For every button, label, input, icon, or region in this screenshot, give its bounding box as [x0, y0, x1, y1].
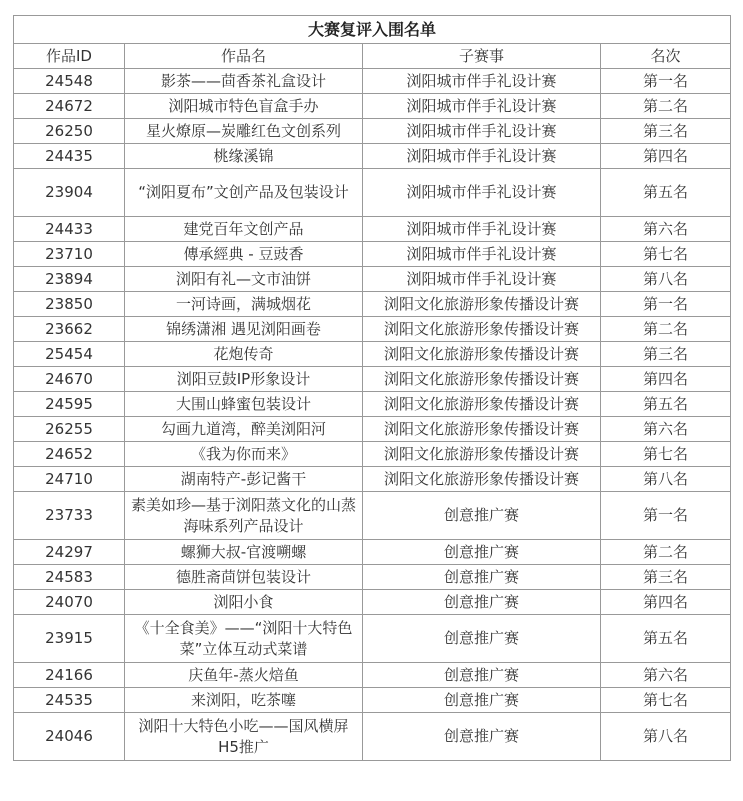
column-header-name: 作品名: [125, 44, 363, 69]
cell-name: 建党百年文创产品: [125, 217, 363, 242]
cell-rank: 第四名: [601, 590, 731, 615]
cell-event: 浏阳城市伴手礼设计赛: [363, 217, 601, 242]
cell-name: 《十全食美》——“浏阳十大特色菜”立体互动式菜谱: [125, 615, 363, 663]
table-row: [14, 317, 731, 342]
cell-event: 浏阳城市伴手礼设计赛: [363, 69, 601, 94]
cell-name: 大围山蜂蜜包装设计: [125, 392, 363, 417]
cell-event: 创意推广赛: [363, 688, 601, 713]
shortlist-table: [13, 15, 731, 761]
cell-rank: 第一名: [601, 69, 731, 94]
cell-rank: 第六名: [601, 417, 731, 442]
cell-name: 《我为你而来》: [125, 442, 363, 467]
cell-id: 24548: [14, 69, 125, 94]
cell-rank: 第八名: [601, 713, 731, 761]
cell-id: 23904: [14, 169, 125, 217]
table-row: [14, 442, 731, 467]
cell-event: 浏阳文化旅游形象传播设计赛: [363, 392, 601, 417]
cell-rank: 第一名: [601, 492, 731, 540]
table-title: 大赛复评入围名单: [14, 16, 731, 44]
cell-name: 锦绣潇湘 遇见浏阳画卷: [125, 317, 363, 342]
cell-rank: 第三名: [601, 119, 731, 144]
cell-rank: 第五名: [601, 392, 731, 417]
table-row: [14, 663, 731, 688]
cell-rank: 第七名: [601, 242, 731, 267]
table-row: [14, 467, 731, 492]
table-row: [14, 417, 731, 442]
table-row: [14, 367, 731, 392]
cell-name: 螺狮大叔-官渡嗍螺: [125, 540, 363, 565]
table-row: [14, 217, 731, 242]
cell-id: 23850: [14, 292, 125, 317]
cell-id: 26250: [14, 119, 125, 144]
cell-id: 23894: [14, 267, 125, 292]
cell-event: 浏阳文化旅游形象传播设计赛: [363, 417, 601, 442]
cell-name: “浏阳夏布”文创产品及包装设计: [125, 169, 363, 217]
table-row: [14, 342, 731, 367]
cell-event: 创意推广赛: [363, 492, 601, 540]
cell-rank: 第四名: [601, 144, 731, 169]
cell-event: 浏阳文化旅游形象传播设计赛: [363, 367, 601, 392]
table-row: [14, 713, 731, 761]
cell-name: 素美如珍—基于浏阳蒸文化的山蒸海味系列产品设计: [125, 492, 363, 540]
cell-event: 创意推广赛: [363, 615, 601, 663]
cell-name: 浏阳小食: [125, 590, 363, 615]
cell-name: 影茶——茴香茶礼盒设计: [125, 69, 363, 94]
table-row: [14, 242, 731, 267]
cell-event: 浏阳文化旅游形象传播设计赛: [363, 442, 601, 467]
cell-name: 浏阳城市特色盲盒手办: [125, 94, 363, 119]
cell-name: 桃缘溪锦: [125, 144, 363, 169]
table-row: [14, 169, 731, 217]
table-row: [14, 590, 731, 615]
cell-event: 浏阳城市伴手礼设计赛: [363, 242, 601, 267]
cell-event: 浏阳城市伴手礼设计赛: [363, 169, 601, 217]
table-row: [14, 615, 731, 663]
cell-event: 浏阳文化旅游形象传播设计赛: [363, 317, 601, 342]
cell-event: 浏阳城市伴手礼设计赛: [363, 94, 601, 119]
cell-rank: 第五名: [601, 615, 731, 663]
cell-id: 24535: [14, 688, 125, 713]
table-row: [14, 540, 731, 565]
cell-id: 24595: [14, 392, 125, 417]
cell-event: 浏阳文化旅游形象传播设计赛: [363, 342, 601, 367]
cell-name: 庆鱼年-蒸火焙鱼: [125, 663, 363, 688]
cell-name: 花炮传奇: [125, 342, 363, 367]
cell-rank: 第四名: [601, 367, 731, 392]
table-row: [14, 392, 731, 417]
cell-rank: 第六名: [601, 663, 731, 688]
table-row: [14, 94, 731, 119]
cell-rank: 第二名: [601, 94, 731, 119]
cell-event: 创意推广赛: [363, 590, 601, 615]
cell-rank: 第七名: [601, 442, 731, 467]
cell-id: 24046: [14, 713, 125, 761]
cell-rank: 第三名: [601, 565, 731, 590]
cell-event: 浏阳文化旅游形象传播设计赛: [363, 292, 601, 317]
title-row: [14, 16, 731, 44]
cell-id: 23733: [14, 492, 125, 540]
cell-event: 浏阳城市伴手礼设计赛: [363, 119, 601, 144]
cell-event: 创意推广赛: [363, 663, 601, 688]
cell-name: 湖南特产-彭记酱干: [125, 467, 363, 492]
cell-event: 创意推广赛: [363, 713, 601, 761]
cell-id: 24670: [14, 367, 125, 392]
cell-id: 24070: [14, 590, 125, 615]
cell-id: 24166: [14, 663, 125, 688]
cell-id: 24435: [14, 144, 125, 169]
cell-name: 德胜斋茴饼包装设计: [125, 565, 363, 590]
cell-rank: 第一名: [601, 292, 731, 317]
cell-event: 创意推广赛: [363, 540, 601, 565]
cell-id: 25454: [14, 342, 125, 367]
cell-rank: 第六名: [601, 217, 731, 242]
table-row: [14, 688, 731, 713]
table-row: [14, 492, 731, 540]
cell-rank: 第三名: [601, 342, 731, 367]
cell-rank: 第二名: [601, 540, 731, 565]
cell-rank: 第五名: [601, 169, 731, 217]
cell-id: 24583: [14, 565, 125, 590]
cell-event: 浏阳文化旅游形象传播设计赛: [363, 467, 601, 492]
cell-event: 浏阳城市伴手礼设计赛: [363, 267, 601, 292]
column-header-rank: 名次: [601, 44, 731, 69]
table-row: [14, 119, 731, 144]
cell-rank: 第八名: [601, 467, 731, 492]
cell-id: 24652: [14, 442, 125, 467]
cell-event: 浏阳城市伴手礼设计赛: [363, 144, 601, 169]
table-row: [14, 267, 731, 292]
cell-name: 傳承經典 - 豆豉香: [125, 242, 363, 267]
cell-id: 26255: [14, 417, 125, 442]
cell-id: 23662: [14, 317, 125, 342]
table-row: [14, 292, 731, 317]
cell-name: 星火燎原—炭雕红色文创系列: [125, 119, 363, 144]
table-row: [14, 144, 731, 169]
cell-name: 浏阳有礼—文市油饼: [125, 267, 363, 292]
cell-name: 来浏阳，吃茶噻: [125, 688, 363, 713]
cell-id: 24672: [14, 94, 125, 119]
cell-rank: 第二名: [601, 317, 731, 342]
cell-name: 浏阳十大特色小吃——国风横屏H5推广: [125, 713, 363, 761]
cell-name: 一河诗画，满城烟花: [125, 292, 363, 317]
cell-id: 24710: [14, 467, 125, 492]
cell-id: 23710: [14, 242, 125, 267]
table-row: [14, 69, 731, 94]
cell-event: 创意推广赛: [363, 565, 601, 590]
cell-id: 23915: [14, 615, 125, 663]
column-header-id: 作品ID: [14, 44, 125, 69]
cell-name: 浏阳豆鼓IP形象设计: [125, 367, 363, 392]
column-header-event: 子赛事: [363, 44, 601, 69]
table-row: [14, 565, 731, 590]
cell-rank: 第八名: [601, 267, 731, 292]
cell-id: 24297: [14, 540, 125, 565]
cell-name: 勾画九道湾，醉美浏阳河: [125, 417, 363, 442]
header-row: [14, 44, 731, 69]
cell-rank: 第七名: [601, 688, 731, 713]
cell-id: 24433: [14, 217, 125, 242]
